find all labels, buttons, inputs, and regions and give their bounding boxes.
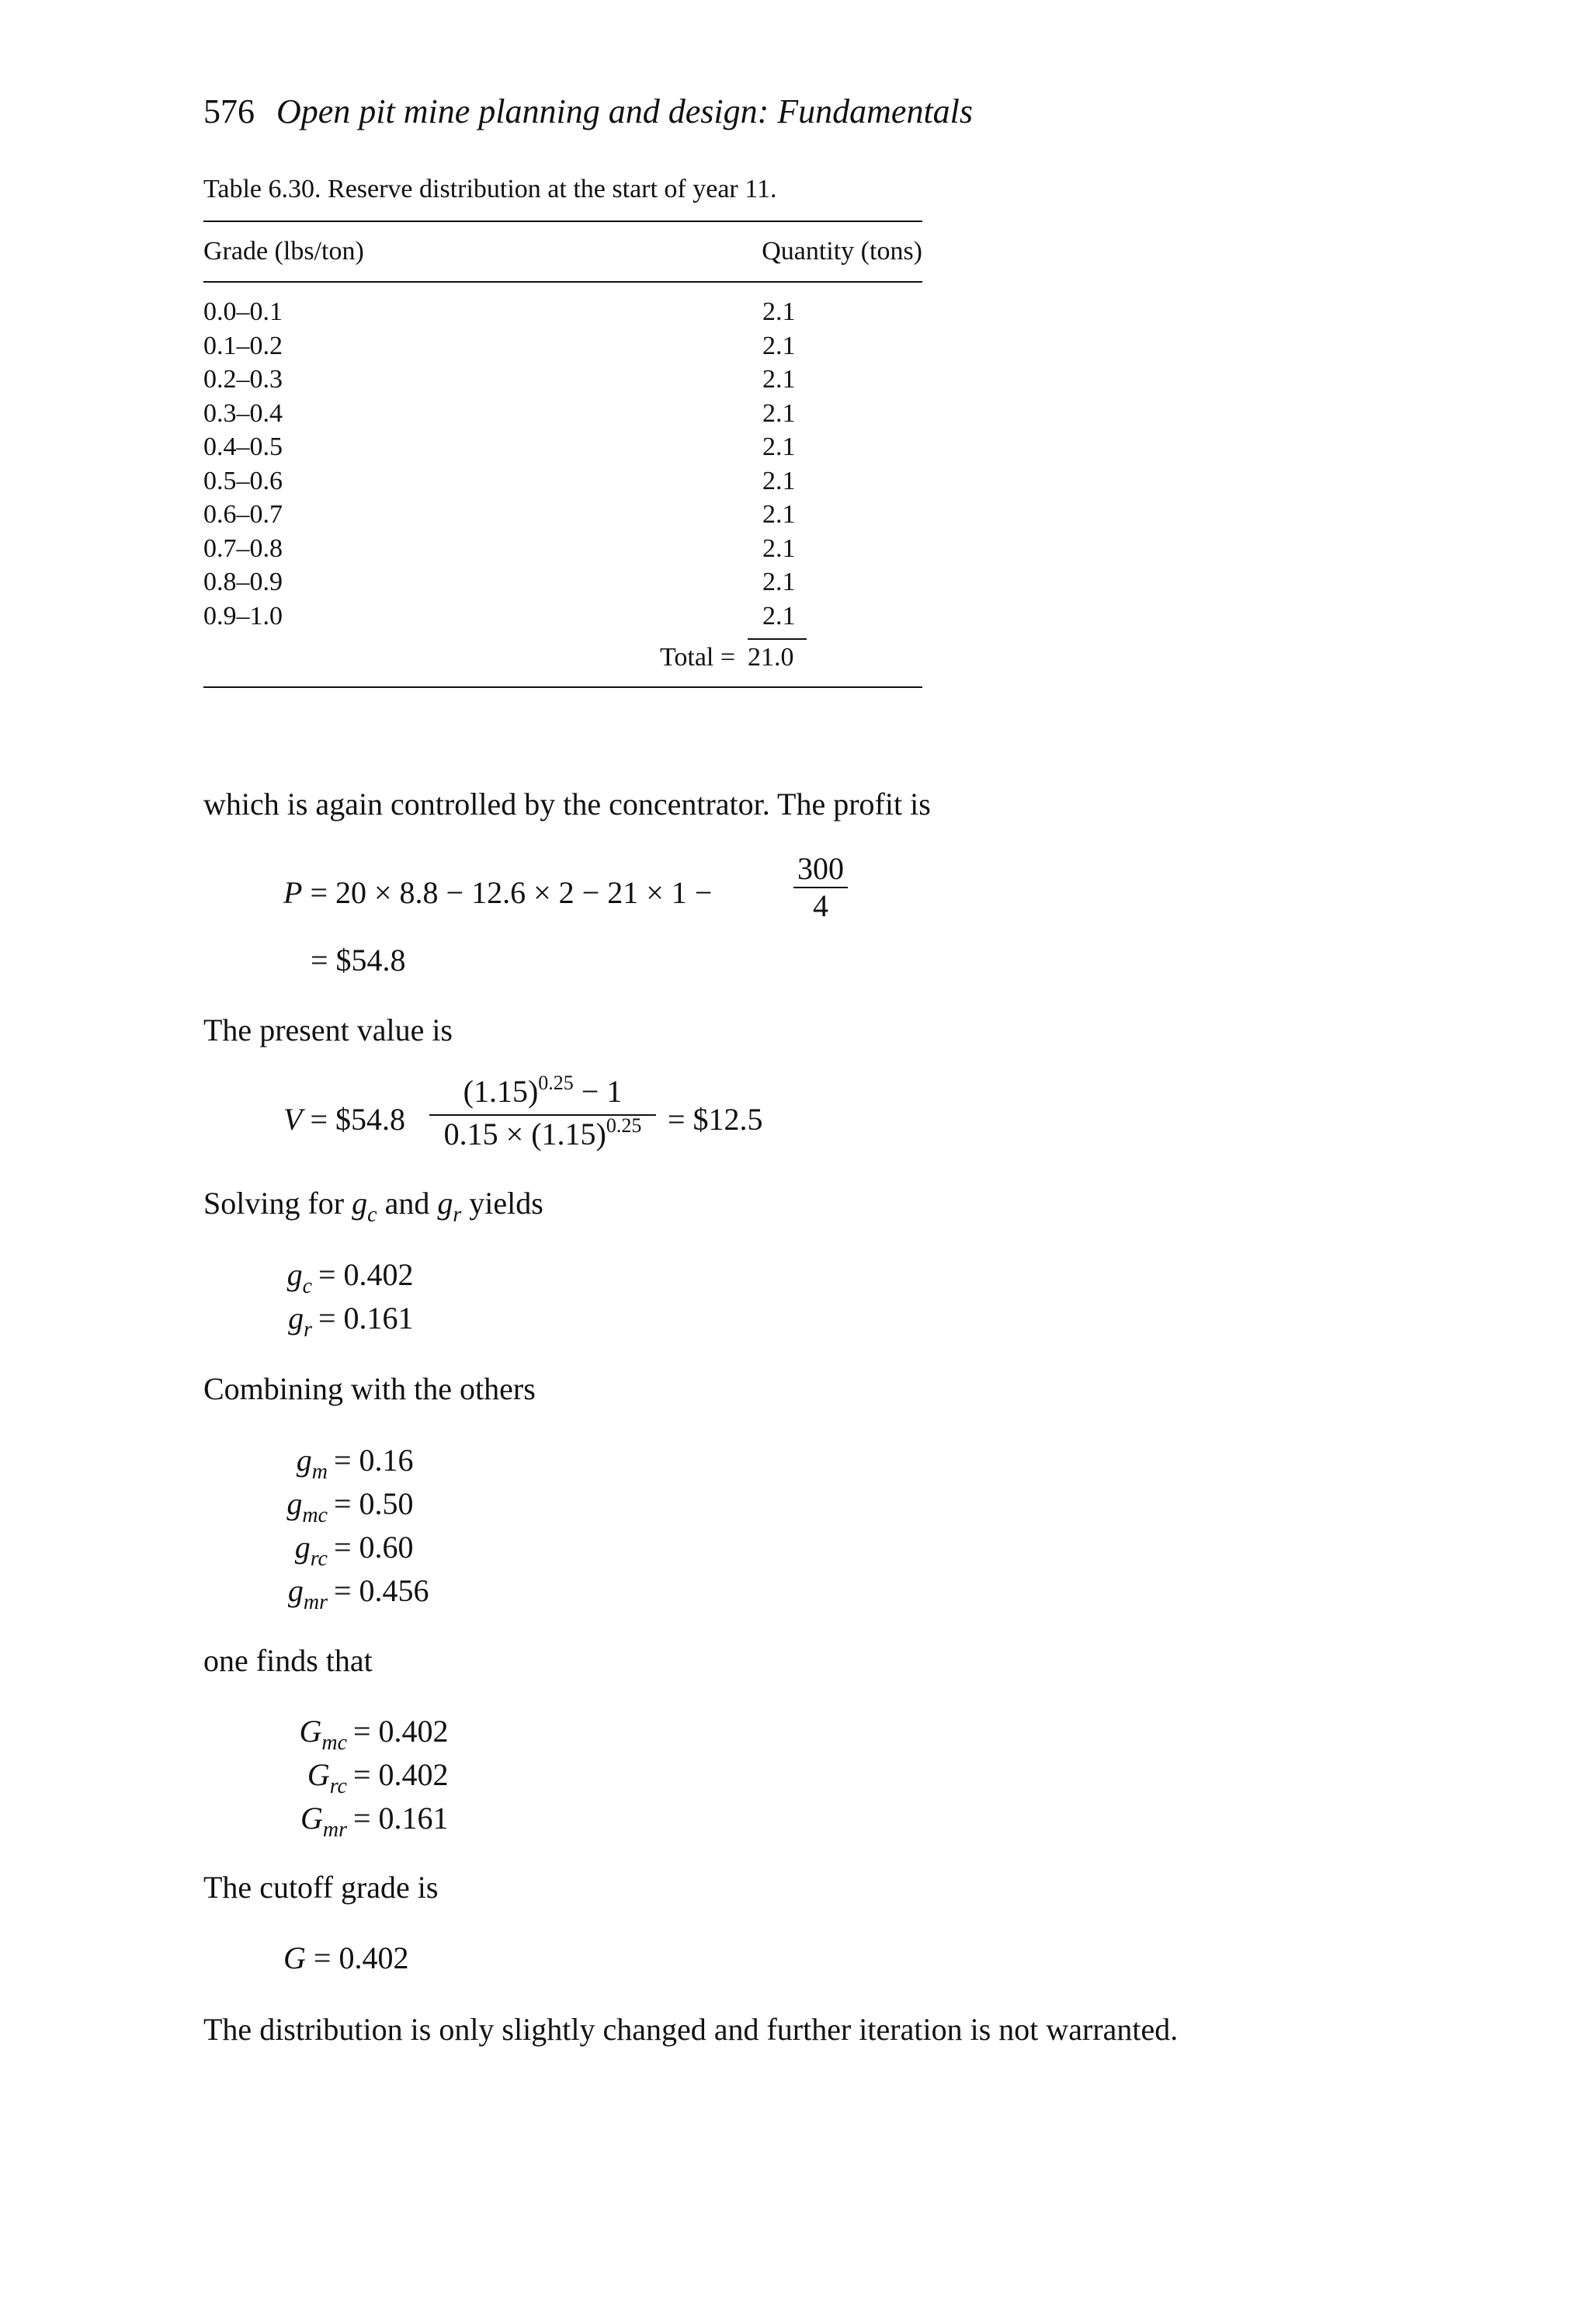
finds-eq-symbol: G bbox=[300, 1801, 323, 1836]
table-caption: Table 6.30. Reserve distribution at the start of year 11. bbox=[203, 175, 777, 203]
table-cell-grade: 0.8–0.9 bbox=[203, 568, 283, 596]
table-cell-grade: 0.1–0.2 bbox=[203, 332, 283, 360]
cutoff-equation bbox=[283, 1940, 408, 1976]
paragraph-conclusion: The distribution is only slightly changed and further iteration is not warranted. bbox=[203, 2012, 1179, 2047]
gc-subscript: c bbox=[367, 1203, 377, 1227]
table-cell-quantity: 2.1 bbox=[762, 534, 796, 563]
pv-symbol: V bbox=[283, 1102, 303, 1137]
pv-prefix: = $54.8 bbox=[310, 1102, 405, 1137]
total-label: Total = bbox=[660, 643, 736, 672]
finds-eq-value: = 0.402 bbox=[353, 1757, 449, 1792]
paragraph-present-value: The present value is bbox=[203, 1013, 453, 1047]
table-cell-quantity: 2.1 bbox=[762, 332, 796, 360]
paragraph-solving bbox=[203, 1185, 543, 1227]
table-cell-grade: 0.6–0.7 bbox=[203, 500, 283, 529]
solve-eq-subscript: r bbox=[304, 1318, 312, 1342]
table-cell-quantity: 2.1 bbox=[762, 500, 796, 529]
solve-eq-lhs bbox=[288, 1300, 312, 1342]
profit-fraction-numerator: 300 bbox=[797, 851, 844, 886]
total-value: 21.0 bbox=[748, 643, 794, 672]
solve-eq-symbol: g bbox=[286, 1257, 303, 1292]
table-cell-quantity: 2.1 bbox=[762, 568, 796, 596]
total-rule bbox=[748, 638, 807, 640]
gc-symbol: g bbox=[352, 1186, 368, 1221]
combine-eq-symbol: g bbox=[296, 1443, 312, 1478]
table-cell-grade: 0.9–1.0 bbox=[203, 602, 283, 631]
finds-eq-subscript: mc bbox=[321, 1731, 347, 1755]
table-cell-quantity: 2.1 bbox=[762, 432, 796, 461]
paragraph-profit-intro: which is again controlled by the concentrator. The profit is bbox=[203, 787, 931, 822]
profit-result: = $54.8 bbox=[311, 943, 406, 978]
profit-fraction bbox=[793, 851, 848, 924]
finds-eq-lhs bbox=[307, 1756, 347, 1798]
profit-expression: = 20 × 8.8 − 12.6 × 2 − 21 × 1 − bbox=[310, 875, 713, 910]
combine-eq-value: = 0.16 bbox=[334, 1443, 414, 1478]
profit-equation bbox=[283, 874, 712, 911]
solving-text-b: and bbox=[384, 1186, 430, 1221]
combine-eq-value: = 0.50 bbox=[334, 1486, 414, 1521]
table-cell-quantity: 2.1 bbox=[762, 467, 796, 495]
pv-num-base: (1.15) bbox=[463, 1074, 539, 1109]
pv-fraction bbox=[429, 1073, 656, 1157]
finds-eq-symbol: G bbox=[307, 1757, 330, 1792]
combine-eq-lhs bbox=[294, 1529, 328, 1571]
table-header-rule bbox=[203, 281, 922, 283]
paragraph-combining: Combining with the others bbox=[203, 1371, 536, 1406]
table-cell-quantity: 2.1 bbox=[762, 602, 796, 631]
profit-fraction-denominator: 4 bbox=[813, 888, 828, 923]
cutoff-symbol: G bbox=[283, 1940, 306, 1975]
finds-eq-value: = 0.161 bbox=[353, 1801, 449, 1836]
combine-eq-subscript: rc bbox=[310, 1547, 328, 1571]
pv-lhs bbox=[283, 1101, 405, 1138]
combine-eq-value: = 0.456 bbox=[334, 1573, 429, 1608]
combine-eq-symbol: g bbox=[286, 1486, 303, 1521]
solve-eq-value: = 0.161 bbox=[318, 1301, 414, 1336]
table-cell-grade: 0.3–0.4 bbox=[203, 399, 283, 428]
column-header-grade: Grade (lbs/ton) bbox=[203, 237, 364, 266]
solving-text-c: yields bbox=[469, 1186, 543, 1221]
table-cell-quantity: 2.1 bbox=[762, 365, 796, 394]
pv-result: = $12.5 bbox=[668, 1102, 763, 1137]
combine-eq-lhs bbox=[287, 1572, 328, 1614]
finds-eq-subscript: mr bbox=[322, 1818, 347, 1842]
gr-subscript: r bbox=[453, 1203, 462, 1227]
solve-eq-symbol: g bbox=[288, 1301, 304, 1336]
paragraph-cutoff: The cutoff grade is bbox=[203, 1870, 439, 1905]
finds-eq-subscript: rc bbox=[329, 1774, 347, 1798]
cutoff-value: = 0.402 bbox=[313, 1940, 409, 1975]
table-top-rule bbox=[203, 221, 922, 222]
table-cell-quantity: 2.1 bbox=[762, 399, 796, 428]
combine-eq-value: = 0.60 bbox=[334, 1530, 414, 1565]
finds-eq-symbol: G bbox=[299, 1714, 322, 1749]
finds-eq-value: = 0.402 bbox=[353, 1714, 449, 1749]
profit-symbol: P bbox=[283, 875, 303, 910]
table-cell-quantity: 2.1 bbox=[762, 297, 796, 326]
table-cell-grade: 0.2–0.3 bbox=[203, 365, 283, 394]
combine-eq-subscript: mc bbox=[302, 1503, 328, 1527]
paragraph-one-finds: one finds that bbox=[203, 1643, 373, 1678]
solve-eq-subscript: c bbox=[302, 1274, 312, 1298]
pv-den-exponent: 0.25 bbox=[606, 1114, 642, 1137]
pv-numerator bbox=[429, 1073, 656, 1114]
combine-eq-symbol: g bbox=[294, 1530, 311, 1565]
table-bottom-rule bbox=[203, 686, 922, 688]
combine-eq-lhs bbox=[296, 1442, 328, 1484]
table-cell-grade: 0.4–0.5 bbox=[203, 432, 283, 461]
book-title: Open pit mine planning and design: Fundamentals bbox=[276, 92, 974, 130]
finds-eq-lhs bbox=[299, 1713, 347, 1755]
solving-text-a: Solving for bbox=[203, 1186, 345, 1221]
pv-num-tail: − 1 bbox=[573, 1074, 623, 1109]
table-cell-grade: 0.5–0.6 bbox=[203, 467, 283, 495]
combine-eq-symbol: g bbox=[287, 1573, 304, 1608]
table-cell-grade: 0.7–0.8 bbox=[203, 534, 283, 563]
solve-eq-value: = 0.402 bbox=[318, 1257, 414, 1292]
pv-num-exponent: 0.25 bbox=[538, 1072, 574, 1094]
pv-den-head: 0.15 × (1.15) bbox=[443, 1117, 606, 1152]
page-number: 576 bbox=[203, 92, 255, 130]
table-cell-grade: 0.0–0.1 bbox=[203, 297, 283, 326]
solve-eq-lhs bbox=[286, 1256, 312, 1298]
combine-eq-lhs bbox=[286, 1485, 328, 1527]
combine-eq-subscript: mr bbox=[303, 1590, 328, 1614]
page-header bbox=[203, 92, 973, 131]
finds-eq-lhs bbox=[300, 1800, 347, 1842]
combine-eq-subscript: m bbox=[311, 1460, 328, 1484]
gr-symbol: g bbox=[437, 1186, 453, 1221]
pv-denominator bbox=[429, 1116, 656, 1157]
column-header-quantity: Quantity (tons) bbox=[762, 237, 922, 266]
